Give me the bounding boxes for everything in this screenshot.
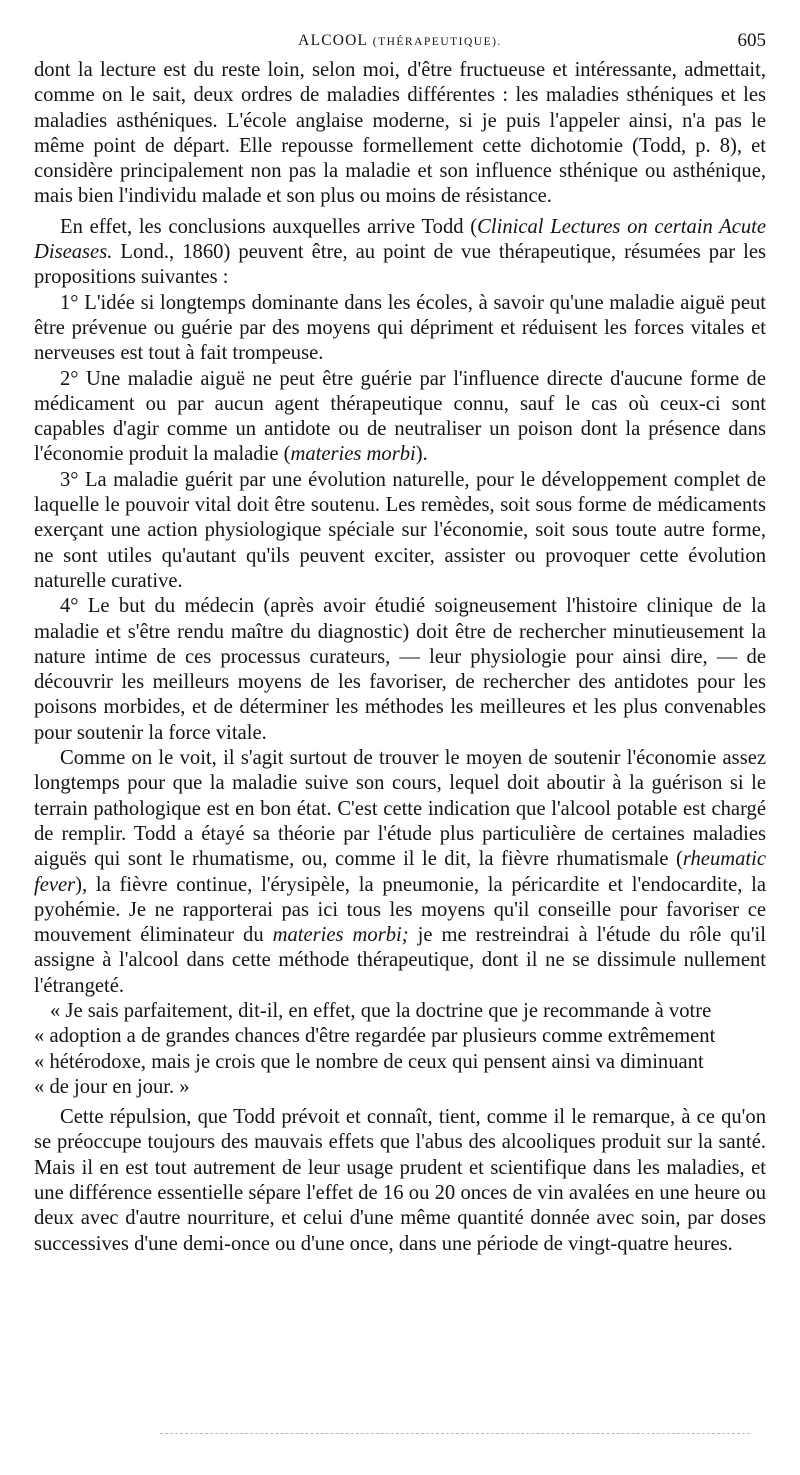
footer-rule [160,1433,750,1434]
running-title-sub: (THÉRAPEUTIQUE). [372,36,502,48]
body-text [34,58,766,1257]
paragraph-text: ). [415,443,428,466]
proposition-3: 3° La maladie guérit par une évolution naturelle, pour le développement complet de laquelle le pouvoir vital doit être soutenu. Les remèdes, soit sous forme de médicaments exerçant une action physiologique spéciale sur l'économie, soit sous toute autre forme, ne sont utiles qu'autant qu'ils peuvent exciter, assister ou provoquer cette évolution naturelle curative. [34,468,766,592]
paragraph-repulsion: Cette répulsion, que Todd prévoit et connaît, tient, comme il le remarque, à ce qu'on se préoccupe toujours des mauvais effets que l'abus des alcooliques produit sur la santé. Mais il en est tout autrement de leur usage prudent et scientifique dans les maladies, et une différence essentielle sépare l'effet de 16 ou 20 onces de vin avalées en une heure ou deux avec d'autre nourriture, et celui d'une même quantité donnée avec soin, par doses successives d'une demi-once ou d'une once, dans une période de vingt-quatre heures. [34,1106,766,1255]
paragraph-text: je me restreindrai à l'étude du rôle qu'il assigne à l'alcool dans cette méthode thérapeutique, dont il ne se dissimule nullement l'étrangeté. [34,924,766,997]
quote-line: « Je sais parfaitement, dit-il, en effet, que la doctrine que je recommande à votre [50,999,712,1022]
book-title: Clinical Lectures on certain Acute Diseases. [34,215,766,264]
paragraph-text: ), la fièvre continue, l'érysipèle, la pneumonie, la péricardite et l'endocardite, la pyohémie. Je ne rapporterai pas ici tous les moyens qu'il conseille pour favoriser ce mouvement éliminateur du [34,873,766,947]
latin-term: materies morbi; [272,924,409,947]
paragraph-continuation: dont la lecture est du reste loin, selon moi, d'être fructueuse et intéressante, admettait, comme on le sait, deux ordres de maladies différentes : les maladies sthéniques et les maladies asthéniques. L'école anglaise moderne, si je puis l'appeler ainsi, n'a pas le même point de départ. Elle repousse formellement cette dichotomie (Todd, p. 8), et considère principalement non pas la maladie et son influence sthénique ou asthénique, mais bien l'individu malade et son plus ou moins de résistance. [34,59,766,208]
paragraph-text: Lond., 1860) peuvent être, au point de vue thérapeutique, résumées par les propositions suivantes : [34,241,766,289]
english-term: rheumatic fever [34,848,766,896]
proposition-1: 1° L'idée si longtemps dominante dans les écoles, à savoir qu'une maladie aiguë peut être prévenue ou guérie par des moyens qui dépriment et réduisent les forces vitales et nerveuses est tout à fait trompeuse. [34,291,766,365]
page-number: 605 [737,30,766,51]
quote-line: « hétérodoxe, mais je crois que le nombre de ceux qui pensent ainsi va diminuant [34,1050,704,1073]
quote-line: « de jour en jour. » [34,1075,190,1098]
paragraph-todd-conclusions [34,215,766,291]
running-title [34,32,766,50]
book-page [34,24,766,1257]
latin-term: materies morbi [290,443,416,466]
proposition-4: 4° Le but du médecin (après avoir étudié soigneusement l'histoire clinique de la maladie et s'être rendu maître du diagnostic) doit être de rechercher minutieusement la nature intime de ces processus curateurs, — leur physiologie pour ainsi dire, — de découvrir les meilleurs moyens de les favoriser, de rechercher des antidotes pour les poisons morbides, et de déterminer les méthodes les meilleures et les plus convenables pour soutenir la force vitale. [34,595,766,744]
paragraph-text: Comme on le voit, il s'agit surtout de trouver le moyen de soutenir l'économie assez longtemps pour que la maladie suive son cours, lequel doit aboutir à la guérison si le terrain pathologique est en bon état. C'est cette indication que l'alcool potable est chargé de remplir. Todd a étayé sa théorie par l'étude plus particulière de certaines maladies aiguës qui sont le rhumatisme, ou, comme il le dit, la fièvre rhumatismale ( [34,747,766,871]
todd-quotation [34,999,766,1100]
proposition-2 [34,367,766,468]
running-title-main: ALCOOL [298,32,368,49]
quote-line: « adoption a de grandes chances d'être regardée par plusieurs comme extrêmement [34,1025,716,1048]
running-head [34,24,766,58]
paragraph-alcohol-role [34,746,766,999]
paragraph-text: En effet, les conclusions auxquelles arrive Todd ( [60,215,478,238]
paragraph-text: 2° Une maladie aiguë ne peut être guérie par l'influence directe d'aucune forme de médicament ou par aucun agent thérapeutique connu, sauf le cas où ceux-ci sont capables d'agir comme un antidote ou de neutraliser un poison dont la présence dans l'économie produit la maladie ( [34,367,766,466]
